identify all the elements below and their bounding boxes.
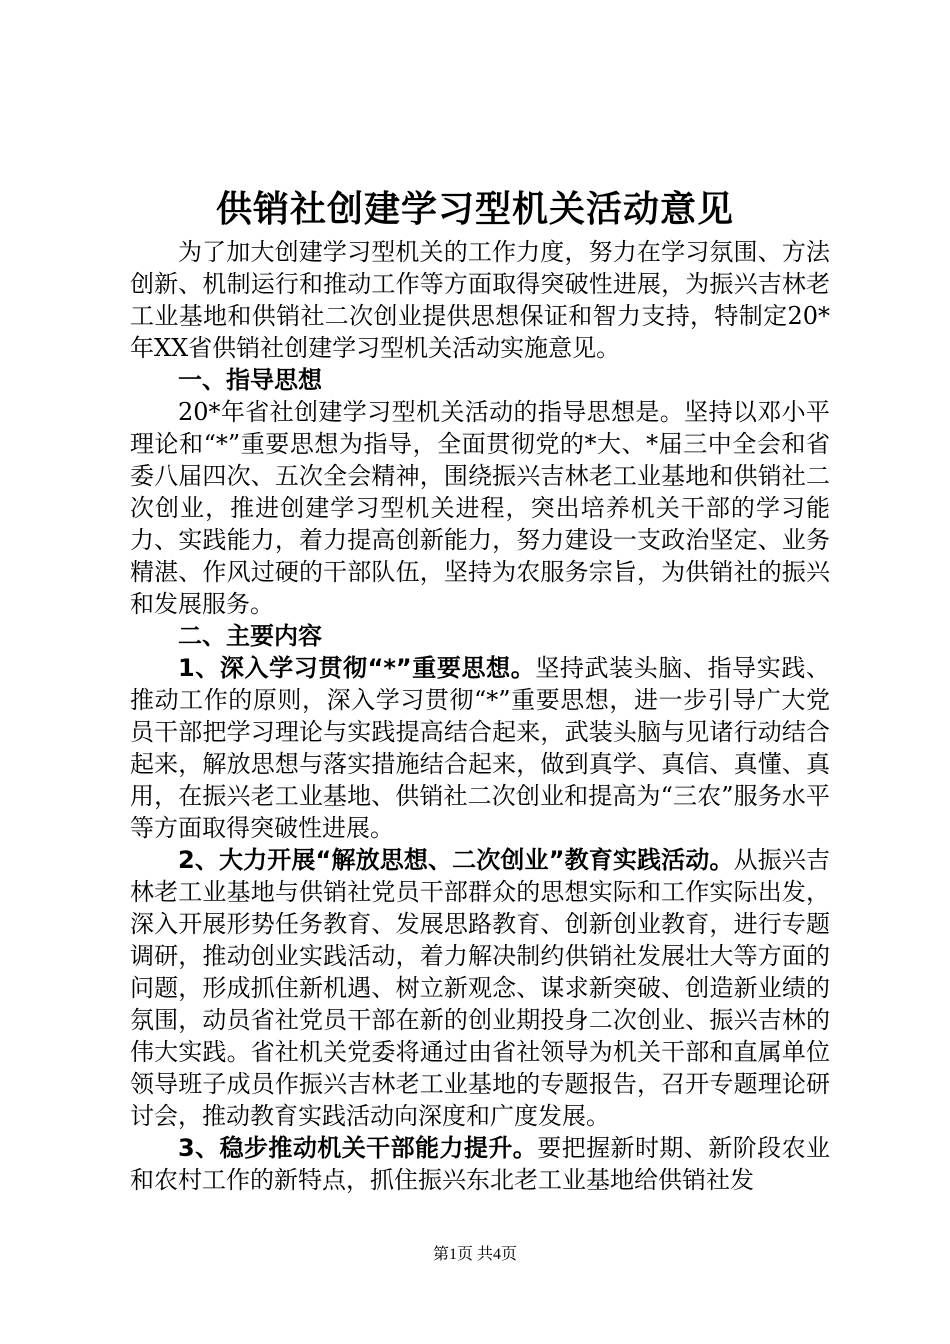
content-item-3-lead: 3、稳步推动机关干部能力提升。 [178,1134,538,1162]
section-heading-guiding-thought: 一、指导思想 [178,366,322,394]
document-body [130,236,830,1196]
content-item-3-text: 要把握新时期、新阶段农业和农村工作的新特点，抓住振兴东北老工业基地给供销社发 [130,1134,830,1194]
content-item-2-lead: 2、大力开展“解放思想、二次创业”教育实践活动。 [178,846,734,874]
content-item-1-text: 坚持武装头脑、指导实践、推动工作的原则，深入学习贯彻“*”重要思想，进一步引导广大党员干部把学习理论与实践提高结合起来，武装头脑与见诸行动结合起来，解放思想与落实措施结合起来，做到真学、真信、真懂、真用，在振兴老工业基地、供销社二次创业和提高为“三农”服务水平等方面取得突破性进展。 [130,654,831,842]
document-title: 供销社创建学习型机关活动意见 [215,189,734,230]
section-heading-main-content: 二、主要内容 [178,622,322,650]
content-item-1 [130,652,830,844]
guiding-thought-paragraph: 20*年省社创建学习型机关活动的指导思想是。坚持以邓小平理论和“*”重要思想为指导，全面贯彻党的*大、*届三中全会和省委八届四次、五次全会精神，围绕振兴吉林老工业基地和供销社二次创业，推进创建学习型机关进程，突出培养机关干部的学习能力、实践能力，着力提高创新能力，努力建设一支政治坚定、业务精湛、作风过硬的干部队伍，坚持为农服务宗旨，为供销社的振兴和发展服务。 [130,398,830,618]
content-item-1-lead: 1、深入学习贯彻“*”重要思想。 [178,654,536,682]
content-item-2-text: 从振兴吉林老工业基地与供销社党员干部群众的思想实际和工作实际出发，深入开展形势任务教育、发展思路教育、创新创业教育，进行专题调研，推动创业实践活动，着力解决制约供销社发展壮大等方面的问题，形成抓住新机遇、树立新观念、谋求新突破、创造新业绩的氛围，动员省社党员干部在新的创业期投身二次创业、振兴吉林的伟大实践。省社机关党委将通过由省社领导为机关干部和直属单位领导班子成员作振兴吉林老工业基地的专题报告，召开专题理论研讨会，推动教育实践活动向深度和广度发展。 [130,846,830,1130]
content-item-3 [130,1132,830,1196]
content-item-2 [130,844,830,1132]
page-number-footer: 第1页 共4页 [432,1246,517,1263]
intro-paragraph: 为了加大创建学习型机关的工作力度，努力在学习氛围、方法创新、机制运行和推动工作等方面取得突破性进展，为振兴吉林老工业基地和供销社二次创业提供思想保证和智力支持，特制定20*年XX省供销社创建学习型机关活动实施意见。 [130,238,830,362]
